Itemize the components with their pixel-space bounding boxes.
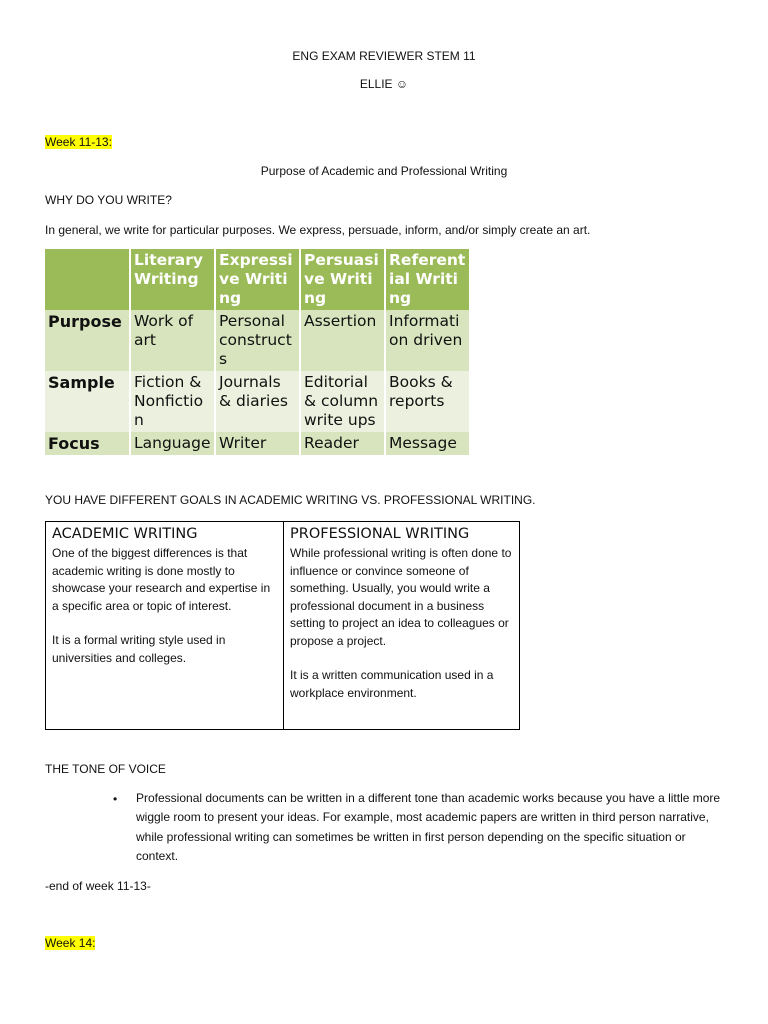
tone-heading: THE TONE OF VOICE bbox=[45, 762, 166, 776]
week-label bbox=[45, 135, 112, 149]
author-line: ELLIE ☺ bbox=[359, 77, 409, 91]
table-cell: Writer bbox=[216, 432, 299, 455]
table-cell: Information driven bbox=[386, 310, 469, 371]
table-cell: Journals & diaries bbox=[216, 371, 299, 432]
tone-bullet-text: Professional documents can be written in a different tone than academic works because you have a little more wiggle room to present your ideas. For example, most academic papers are written in third person narrative, while professional writing can sometimes be written in first person depending on the specific situation or context. bbox=[136, 791, 721, 863]
table-cell: Work of art bbox=[131, 310, 214, 371]
table-cell: Editorial & column write ups bbox=[301, 371, 384, 432]
bullet-icon: • bbox=[113, 792, 118, 806]
academic-column bbox=[46, 522, 284, 729]
professional-paragraph-2: It is a written communication used in a workplace environment. bbox=[290, 668, 494, 700]
document-title: ENG EXAM REVIEWER STEM 11 bbox=[292, 49, 476, 63]
table-row bbox=[45, 310, 469, 371]
row-label: Focus bbox=[45, 432, 129, 455]
header-cell: Persuasive Writing bbox=[301, 249, 384, 310]
table-cell: Personal constructs bbox=[216, 310, 299, 371]
week-highlight-2: Week 14: bbox=[45, 936, 96, 950]
header-cell: Literary Writing bbox=[131, 249, 214, 310]
table-cell: Assertion bbox=[301, 310, 384, 371]
week-label-2 bbox=[45, 936, 95, 950]
writing-types-table bbox=[43, 249, 471, 455]
row-label: Sample bbox=[45, 371, 129, 432]
table-cell: Language bbox=[131, 432, 214, 455]
table-cell: Reader bbox=[301, 432, 384, 455]
professional-paragraph-1: While professional writing is often done to influence or convince someone of something. Usually, you would write a professional document in a business setting to project an idea to colleagues or propose a project. bbox=[290, 546, 512, 648]
table-cell: Fiction & Nonfiction bbox=[131, 371, 214, 432]
header-cell: Referential Writing bbox=[386, 249, 469, 310]
goals-heading: YOU HAVE DIFFERENT GOALS IN ACADEMIC WRITING VS. PROFESSIONAL WRITING. bbox=[45, 493, 536, 507]
header-cell-empty bbox=[45, 249, 129, 310]
table-cell: Books & reports bbox=[386, 371, 469, 432]
table-row bbox=[45, 371, 469, 432]
professional-title: PROFESSIONAL WRITING bbox=[290, 526, 470, 542]
intro-paragraph: In general, we write for particular purposes. We express, persuade, inform, and/or simply create an art. bbox=[45, 223, 591, 237]
academic-title: ACADEMIC WRITING bbox=[52, 526, 198, 542]
section-title: Purpose of Academic and Professional Writing bbox=[260, 164, 508, 178]
table-cell: Message bbox=[386, 432, 469, 455]
table-row bbox=[45, 432, 469, 455]
row-label: Purpose bbox=[45, 310, 129, 371]
week-highlight: Week 11-13: bbox=[45, 135, 112, 149]
header-cell: Expressive Writing bbox=[216, 249, 299, 310]
why-heading: WHY DO YOU WRITE? bbox=[45, 193, 172, 207]
comparison-table bbox=[45, 521, 520, 730]
table-header-row bbox=[45, 249, 469, 310]
professional-column bbox=[284, 522, 519, 729]
academic-paragraph-2: It is a formal writing style used in universities and colleges. bbox=[52, 633, 226, 665]
academic-paragraph-1: One of the biggest differences is that academic writing is done mostly to showcase your research and expertise in a specific area or topic of interest. bbox=[52, 546, 271, 613]
end-note: -end of week 11-13- bbox=[45, 879, 151, 893]
